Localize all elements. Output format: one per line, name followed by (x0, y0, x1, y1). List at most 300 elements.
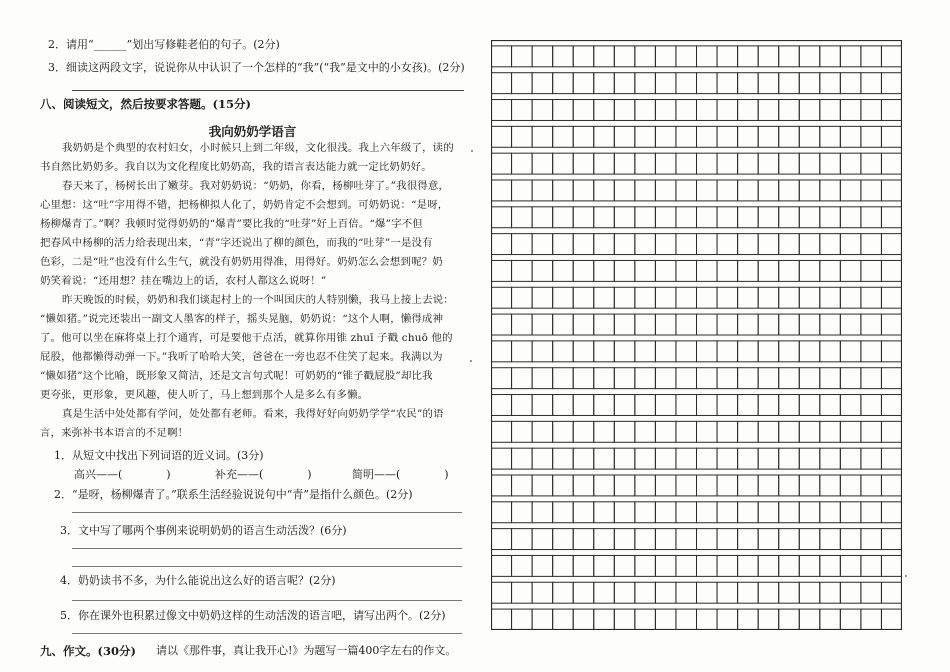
grid-cell[interactable] (799, 314, 820, 335)
grid-cell[interactable] (758, 287, 779, 308)
grid-cell[interactable] (717, 395, 738, 416)
grid-cell[interactable] (655, 448, 676, 469)
grid-cell[interactable] (573, 260, 594, 281)
grid-cell[interactable] (738, 421, 759, 442)
synonym-blank-1[interactable]: 高兴——( ) (74, 468, 171, 481)
grid-cell[interactable] (799, 126, 820, 147)
grid-cell[interactable] (861, 448, 882, 469)
grid-cell[interactable] (512, 555, 533, 576)
grid-cell[interactable] (491, 529, 512, 550)
grid-cell[interactable] (594, 73, 615, 94)
grid-cell[interactable] (676, 234, 697, 255)
grid-cell[interactable] (861, 341, 882, 362)
grid-cell[interactable] (614, 555, 635, 576)
grid-cell[interactable] (594, 421, 615, 442)
grid-cell[interactable] (512, 260, 533, 281)
grid-cell[interactable] (553, 180, 574, 201)
grid-cell[interactable] (614, 180, 635, 201)
grid-cell[interactable] (614, 529, 635, 550)
grid-cell[interactable] (881, 555, 902, 576)
grid-cell[interactable] (779, 368, 800, 389)
grid-cell[interactable] (676, 100, 697, 121)
grid-cell[interactable] (676, 314, 697, 335)
grid-cell[interactable] (758, 529, 779, 550)
grid-cell[interactable] (512, 502, 533, 523)
grid-cell[interactable] (614, 260, 635, 281)
grid-cell[interactable] (881, 582, 902, 603)
grid-cell[interactable] (820, 100, 841, 121)
grid-cell[interactable] (676, 368, 697, 389)
grid-cell[interactable] (635, 421, 656, 442)
grid-cell[interactable] (655, 234, 676, 255)
grid-cell[interactable] (594, 314, 615, 335)
grid-cell[interactable] (532, 448, 553, 469)
grid-cell[interactable] (614, 100, 635, 121)
grid-cell[interactable] (738, 314, 759, 335)
grid-cell[interactable] (676, 448, 697, 469)
grid-cell[interactable] (881, 341, 902, 362)
grid-cell[interactable] (614, 368, 635, 389)
grid-cell[interactable] (573, 448, 594, 469)
grid-cell[interactable] (491, 73, 512, 94)
grid-row[interactable] (491, 368, 902, 389)
grid-cell[interactable] (738, 234, 759, 255)
grid-cell[interactable] (553, 368, 574, 389)
grid-cell[interactable] (573, 207, 594, 228)
grid-cell[interactable] (717, 502, 738, 523)
grid-cell[interactable] (532, 395, 553, 416)
grid-cell[interactable] (614, 234, 635, 255)
grid-cell[interactable] (758, 46, 779, 67)
grid-cell[interactable] (840, 46, 861, 67)
grid-cell[interactable] (676, 46, 697, 67)
grid-cell[interactable] (491, 207, 512, 228)
grid-row[interactable] (491, 609, 902, 630)
grid-cell[interactable] (491, 234, 512, 255)
grid-cell[interactable] (758, 395, 779, 416)
grid-cell[interactable] (861, 395, 882, 416)
grid-cell[interactable] (512, 180, 533, 201)
grid-row[interactable] (491, 555, 902, 576)
grid-cell[interactable] (758, 73, 779, 94)
grid-cell[interactable] (553, 234, 574, 255)
grid-cell[interactable] (635, 126, 656, 147)
grid-cell[interactable] (779, 582, 800, 603)
grid-row[interactable] (491, 73, 902, 94)
grid-cell[interactable] (491, 100, 512, 121)
grid-cell[interactable] (799, 582, 820, 603)
grid-cell[interactable] (532, 153, 553, 174)
grid-cell[interactable] (697, 555, 718, 576)
grid-cell[interactable] (697, 609, 718, 630)
grid-cell[interactable] (881, 609, 902, 630)
grid-cell[interactable] (840, 126, 861, 147)
grid-row[interactable] (491, 100, 902, 121)
grid-cell[interactable] (717, 421, 738, 442)
grid-cell[interactable] (512, 314, 533, 335)
grid-cell[interactable] (881, 126, 902, 147)
grid-cell[interactable] (779, 314, 800, 335)
grid-cell[interactable] (655, 395, 676, 416)
grid-cell[interactable] (635, 153, 656, 174)
grid-cell[interactable] (840, 395, 861, 416)
grid-cell[interactable] (491, 609, 512, 630)
grid-cell[interactable] (614, 73, 635, 94)
grid-cell[interactable] (840, 475, 861, 496)
grid-cell[interactable] (820, 73, 841, 94)
grid-cell[interactable] (512, 609, 533, 630)
grid-cell[interactable] (861, 502, 882, 523)
grid-row[interactable] (491, 529, 902, 550)
grid-cell[interactable] (717, 260, 738, 281)
grid-cell[interactable] (799, 529, 820, 550)
grid-cell[interactable] (512, 100, 533, 121)
grid-cell[interactable] (512, 341, 533, 362)
grid-cell[interactable] (861, 582, 882, 603)
grid-cell[interactable] (594, 100, 615, 121)
grid-cell[interactable] (594, 341, 615, 362)
grid-cell[interactable] (881, 502, 902, 523)
grid-cell[interactable] (614, 287, 635, 308)
grid-cell[interactable] (717, 46, 738, 67)
grid-cell[interactable] (635, 46, 656, 67)
grid-cell[interactable] (799, 475, 820, 496)
grid-cell[interactable] (676, 180, 697, 201)
grid-cell[interactable] (697, 126, 718, 147)
grid-cell[interactable] (881, 73, 902, 94)
grid-cell[interactable] (758, 126, 779, 147)
grid-cell[interactable] (594, 153, 615, 174)
grid-cell[interactable] (840, 287, 861, 308)
grid-cell[interactable] (676, 73, 697, 94)
grid-cell[interactable] (512, 207, 533, 228)
grid-cell[interactable] (881, 46, 902, 67)
grid-cell[interactable] (697, 314, 718, 335)
grid-cell[interactable] (758, 234, 779, 255)
grid-cell[interactable] (532, 502, 553, 523)
grid-cell[interactable] (820, 287, 841, 308)
grid-cell[interactable] (553, 395, 574, 416)
grid-cell[interactable] (491, 475, 512, 496)
grid-cell[interactable] (738, 555, 759, 576)
grid-cell[interactable] (820, 368, 841, 389)
grid-cell[interactable] (861, 180, 882, 201)
grid-cell[interactable] (861, 555, 882, 576)
grid-cell[interactable] (717, 368, 738, 389)
grid-cell[interactable] (779, 475, 800, 496)
grid-cell[interactable] (861, 260, 882, 281)
grid-cell[interactable] (594, 234, 615, 255)
grid-cell[interactable] (573, 73, 594, 94)
grid-cell[interactable] (799, 260, 820, 281)
grid-cell[interactable] (717, 73, 738, 94)
grid-cell[interactable] (697, 502, 718, 523)
grid-cell[interactable] (614, 46, 635, 67)
grid-cell[interactable] (758, 502, 779, 523)
grid-cell[interactable] (779, 180, 800, 201)
grid-cell[interactable] (532, 529, 553, 550)
grid-cell[interactable] (738, 448, 759, 469)
grid-cell[interactable] (738, 341, 759, 362)
grid-cell[interactable] (779, 126, 800, 147)
grid-cell[interactable] (820, 529, 841, 550)
grid-cell[interactable] (573, 314, 594, 335)
grid-cell[interactable] (881, 395, 902, 416)
grid-cell[interactable] (655, 126, 676, 147)
grid-cell[interactable] (635, 180, 656, 201)
grid-cell[interactable] (758, 100, 779, 121)
grid-cell[interactable] (614, 448, 635, 469)
grid-cell[interactable] (840, 555, 861, 576)
grid-cell[interactable] (676, 341, 697, 362)
grid-cell[interactable] (738, 153, 759, 174)
grid-cell[interactable] (738, 46, 759, 67)
grid-cell[interactable] (573, 502, 594, 523)
grid-cell[interactable] (594, 448, 615, 469)
grid-cell[interactable] (738, 73, 759, 94)
grid-cell[interactable] (676, 207, 697, 228)
grid-cell[interactable] (655, 260, 676, 281)
grid-cell[interactable] (635, 73, 656, 94)
grid-row[interactable] (491, 314, 902, 335)
grid-cell[interactable] (799, 73, 820, 94)
grid-cell[interactable] (717, 287, 738, 308)
grid-cell[interactable] (532, 100, 553, 121)
grid-cell[interactable] (861, 314, 882, 335)
grid-cell[interactable] (491, 502, 512, 523)
grid-cell[interactable] (758, 314, 779, 335)
grid-cell[interactable] (840, 234, 861, 255)
grid-cell[interactable] (614, 153, 635, 174)
grid-cell[interactable] (799, 368, 820, 389)
grid-cell[interactable] (861, 100, 882, 121)
grid-row[interactable] (491, 582, 902, 603)
grid-cell[interactable] (655, 502, 676, 523)
grid-cell[interactable] (779, 153, 800, 174)
grid-cell[interactable] (840, 448, 861, 469)
grid-cell[interactable] (697, 180, 718, 201)
grid-cell[interactable] (676, 475, 697, 496)
grid-cell[interactable] (553, 421, 574, 442)
grid-cell[interactable] (553, 341, 574, 362)
grid-cell[interactable] (676, 582, 697, 603)
grid-cell[interactable] (779, 100, 800, 121)
grid-cell[interactable] (779, 46, 800, 67)
grid-cell[interactable] (573, 153, 594, 174)
grid-cell[interactable] (799, 207, 820, 228)
grid-cell[interactable] (717, 100, 738, 121)
grid-cell[interactable] (840, 100, 861, 121)
grid-cell[interactable] (573, 100, 594, 121)
grid-cell[interactable] (655, 180, 676, 201)
grid-cell[interactable] (512, 126, 533, 147)
grid-cell[interactable] (717, 180, 738, 201)
grid-cell[interactable] (820, 126, 841, 147)
grid-cell[interactable] (614, 395, 635, 416)
grid-cell[interactable] (799, 234, 820, 255)
grid-cell[interactable] (758, 448, 779, 469)
grid-cell[interactable] (697, 341, 718, 362)
grid-cell[interactable] (861, 421, 882, 442)
grid-cell[interactable] (820, 555, 841, 576)
grid-cell[interactable] (635, 234, 656, 255)
grid-cell[interactable] (738, 368, 759, 389)
grid-cell[interactable] (655, 287, 676, 308)
grid-cell[interactable] (820, 395, 841, 416)
grid-cell[interactable] (799, 100, 820, 121)
grid-row[interactable] (491, 475, 902, 496)
grid-cell[interactable] (799, 555, 820, 576)
grid-cell[interactable] (738, 126, 759, 147)
grid-cell[interactable] (635, 582, 656, 603)
grid-cell[interactable] (717, 555, 738, 576)
grid-cell[interactable] (512, 73, 533, 94)
grid-cell[interactable] (512, 234, 533, 255)
grid-cell[interactable] (532, 314, 553, 335)
grid-cell[interactable] (861, 529, 882, 550)
grid-cell[interactable] (676, 153, 697, 174)
grid-cell[interactable] (491, 582, 512, 603)
grid-row[interactable] (491, 448, 902, 469)
composition-grid[interactable] (491, 40, 902, 630)
grid-cell[interactable] (779, 287, 800, 308)
synonym-blank-2[interactable]: 补充——( ) (215, 468, 312, 481)
grid-cell[interactable] (881, 100, 902, 121)
grid-cell[interactable] (799, 46, 820, 67)
grid-cell[interactable] (799, 287, 820, 308)
grid-cell[interactable] (553, 260, 574, 281)
grid-cell[interactable] (758, 475, 779, 496)
grid-cell[interactable] (635, 609, 656, 630)
grid-cell[interactable] (573, 421, 594, 442)
grid-cell[interactable] (840, 341, 861, 362)
grid-cell[interactable] (799, 421, 820, 442)
grid-cell[interactable] (697, 395, 718, 416)
grid-cell[interactable] (676, 287, 697, 308)
grid-cell[interactable] (594, 529, 615, 550)
grid-cell[interactable] (655, 555, 676, 576)
grid-cell[interactable] (573, 609, 594, 630)
grid-cell[interactable] (820, 475, 841, 496)
grid-cell[interactable] (491, 448, 512, 469)
grid-cell[interactable] (573, 529, 594, 550)
grid-cell[interactable] (820, 421, 841, 442)
grid-cell[interactable] (717, 153, 738, 174)
grid-cell[interactable] (697, 234, 718, 255)
grid-cell[interactable] (840, 368, 861, 389)
grid-cell[interactable] (861, 368, 882, 389)
grid-cell[interactable] (779, 502, 800, 523)
grid-cell[interactable] (881, 180, 902, 201)
grid-cell[interactable] (717, 448, 738, 469)
grid-cell[interactable] (553, 448, 574, 469)
grid-cell[interactable] (573, 180, 594, 201)
grid-cell[interactable] (594, 609, 615, 630)
grid-row[interactable] (491, 502, 902, 523)
grid-cell[interactable] (717, 234, 738, 255)
grid-cell[interactable] (512, 46, 533, 67)
grid-cell[interactable] (758, 260, 779, 281)
grid-cell[interactable] (820, 448, 841, 469)
grid-cell[interactable] (738, 582, 759, 603)
grid-cell[interactable] (676, 529, 697, 550)
grid-cell[interactable] (820, 207, 841, 228)
grid-cell[interactable] (491, 260, 512, 281)
grid-cell[interactable] (532, 555, 553, 576)
grid-cell[interactable] (779, 234, 800, 255)
grid-cell[interactable] (717, 341, 738, 362)
grid-cell[interactable] (553, 529, 574, 550)
grid-cell[interactable] (840, 73, 861, 94)
grid-cell[interactable] (881, 421, 902, 442)
grid-cell[interactable] (840, 180, 861, 201)
grid-cell[interactable] (697, 73, 718, 94)
grid-cell[interactable] (676, 421, 697, 442)
grid-row[interactable] (491, 46, 902, 67)
grid-cell[interactable] (758, 368, 779, 389)
grid-cell[interactable] (614, 207, 635, 228)
grid-cell[interactable] (512, 153, 533, 174)
grid-cell[interactable] (655, 73, 676, 94)
grid-cell[interactable] (738, 529, 759, 550)
grid-cell[interactable] (779, 421, 800, 442)
grid-cell[interactable] (573, 341, 594, 362)
grid-cell[interactable] (697, 100, 718, 121)
grid-cell[interactable] (532, 73, 553, 94)
grid-cell[interactable] (861, 207, 882, 228)
grid-cell[interactable] (594, 475, 615, 496)
grid-cell[interactable] (779, 609, 800, 630)
grid-cell[interactable] (738, 100, 759, 121)
grid-cell[interactable] (573, 126, 594, 147)
grid-cell[interactable] (717, 207, 738, 228)
grid-cell[interactable] (758, 341, 779, 362)
grid-cell[interactable] (573, 475, 594, 496)
grid-cell[interactable] (820, 341, 841, 362)
grid-cell[interactable] (697, 475, 718, 496)
grid-cell[interactable] (697, 448, 718, 469)
grid-cell[interactable] (573, 395, 594, 416)
grid-cell[interactable] (573, 582, 594, 603)
grid-cell[interactable] (635, 314, 656, 335)
grid-cell[interactable] (881, 207, 902, 228)
grid-cell[interactable] (881, 260, 902, 281)
grid-cell[interactable] (635, 529, 656, 550)
grid-cell[interactable] (491, 368, 512, 389)
grid-cell[interactable] (635, 448, 656, 469)
grid-cell[interactable] (779, 341, 800, 362)
grid-cell[interactable] (717, 582, 738, 603)
grid-cell[interactable] (779, 260, 800, 281)
grid-cell[interactable] (697, 529, 718, 550)
grid-cell[interactable] (594, 180, 615, 201)
grid-cell[interactable] (553, 207, 574, 228)
grid-cell[interactable] (491, 421, 512, 442)
grid-cell[interactable] (553, 582, 574, 603)
grid-cell[interactable] (655, 46, 676, 67)
grid-cell[interactable] (655, 368, 676, 389)
grid-cell[interactable] (532, 207, 553, 228)
grid-cell[interactable] (512, 287, 533, 308)
grid-cell[interactable] (799, 609, 820, 630)
grid-cell[interactable] (532, 287, 553, 308)
grid-cell[interactable] (697, 421, 718, 442)
grid-cell[interactable] (553, 73, 574, 94)
grid-cell[interactable] (532, 609, 553, 630)
grid-cell[interactable] (594, 502, 615, 523)
grid-cell[interactable] (840, 529, 861, 550)
grid-cell[interactable] (512, 421, 533, 442)
